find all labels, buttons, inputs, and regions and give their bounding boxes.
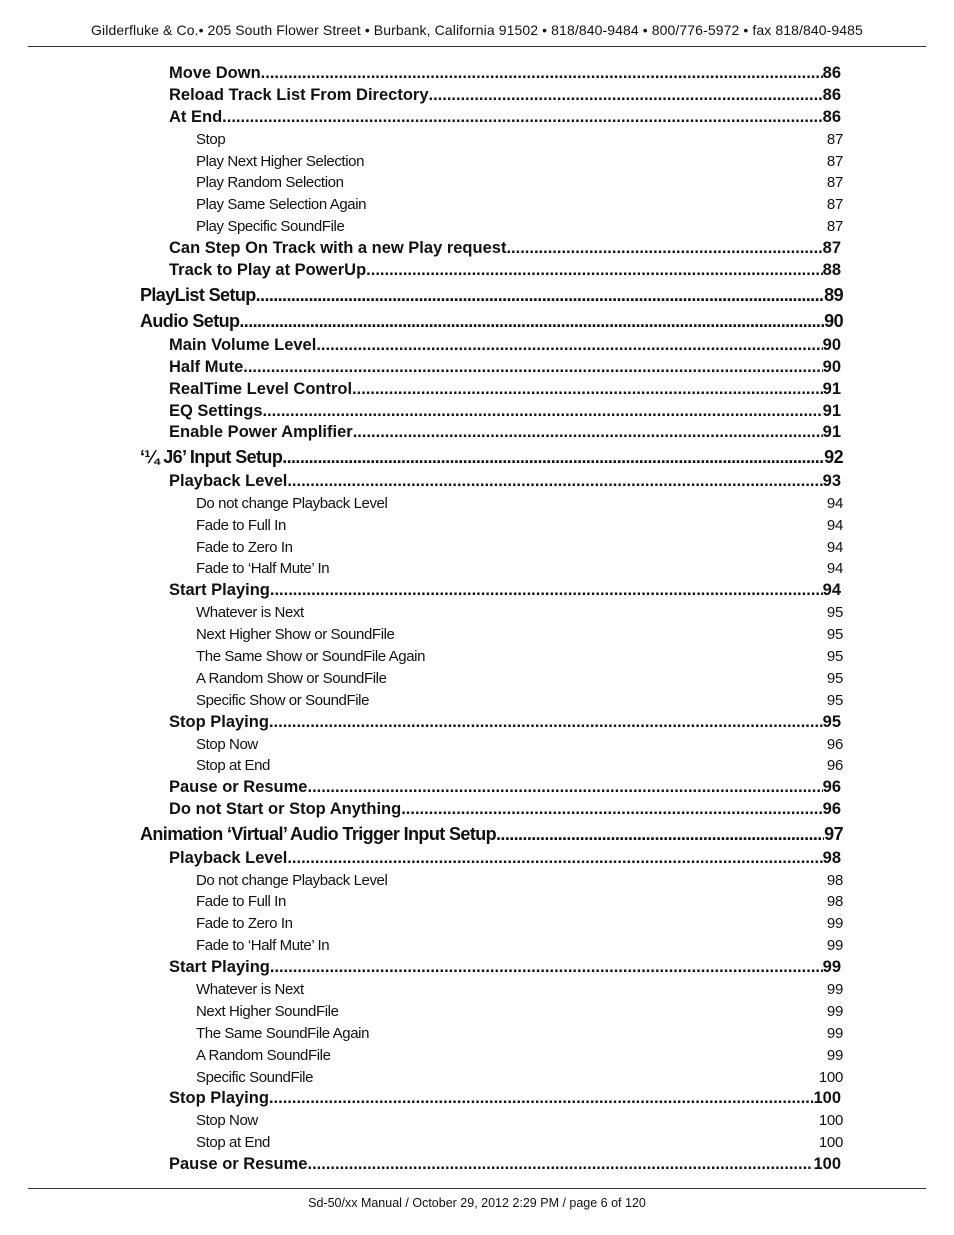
toc-entry-title: Half Mute bbox=[169, 357, 244, 376]
toc-entry-level-3[interactable] bbox=[196, 891, 843, 913]
toc-entry-title: Reload Track List From Directory bbox=[169, 85, 429, 104]
toc-entry-title: Fade to Full In bbox=[196, 516, 286, 534]
toc-entry-page-number: 87 bbox=[826, 196, 843, 214]
toc-dot-leader bbox=[269, 1088, 814, 1110]
toc-entry-title: Stop at End bbox=[196, 1134, 270, 1152]
toc-dot-leader bbox=[256, 282, 825, 309]
toc-dot-leader bbox=[282, 444, 824, 471]
toc-entry-title: Do not Start or Stop Anything bbox=[169, 800, 402, 819]
toc-entry-page-number: 95 bbox=[822, 712, 841, 731]
toc-entry-level-3[interactable] bbox=[196, 668, 843, 690]
toc-entry-page-number: 91 bbox=[822, 379, 841, 398]
toc-entry-page-number: 100 bbox=[813, 1155, 841, 1174]
toc-dot-leader bbox=[506, 238, 822, 260]
toc-entry-level-1[interactable] bbox=[140, 821, 843, 848]
toc-entry-title: Main Volume Level bbox=[169, 335, 317, 354]
toc-entry-level-3[interactable] bbox=[196, 515, 843, 537]
toc-entry-level-3[interactable] bbox=[196, 172, 843, 194]
footer-divider bbox=[28, 1188, 926, 1189]
toc-dot-leader bbox=[307, 777, 822, 799]
toc-entry-level-2[interactable] bbox=[169, 238, 841, 260]
toc-entry-level-2[interactable] bbox=[169, 848, 841, 870]
toc-entry-title: Stop Now bbox=[196, 1112, 258, 1130]
toc-entry-page-number: 98 bbox=[826, 893, 843, 911]
toc-entry-title: Enable Power Amplifier bbox=[169, 423, 353, 442]
toc-entry-level-3[interactable] bbox=[196, 913, 843, 935]
toc-entry-level-3[interactable] bbox=[196, 646, 843, 668]
toc-entry-level-2[interactable] bbox=[169, 712, 841, 734]
toc-dot-leader bbox=[496, 821, 824, 848]
toc-entry-page-number: 90 bbox=[822, 335, 841, 354]
toc-entry-page-number: 90 bbox=[822, 357, 841, 376]
toc-entry-level-3[interactable] bbox=[196, 870, 843, 892]
toc-entry-page-number: 100 bbox=[818, 1134, 843, 1152]
toc-entry-level-3[interactable] bbox=[196, 537, 843, 559]
toc-entry-page-number: 99 bbox=[826, 1024, 843, 1042]
toc-entry-title: EQ Settings bbox=[169, 401, 263, 420]
toc-entry-title: Move Down bbox=[169, 64, 261, 82]
toc-entry-level-2[interactable] bbox=[169, 777, 841, 799]
toc-entry-title: Fade to Zero In bbox=[196, 538, 293, 556]
toc-entry-page-number: 86 bbox=[822, 85, 841, 104]
toc-entry-title: Stop Playing bbox=[169, 1089, 269, 1108]
toc-entry-title: A Random SoundFile bbox=[196, 1046, 331, 1064]
toc-entry-page-number: 97 bbox=[824, 824, 843, 845]
toc-entry-page-number: 91 bbox=[822, 401, 841, 420]
toc-entry-level-2[interactable] bbox=[169, 63, 841, 85]
toc-entry-page-number: 99 bbox=[822, 958, 841, 977]
toc-entry-page-number: 98 bbox=[822, 848, 841, 867]
toc-entry-page-number: 100 bbox=[813, 1089, 841, 1108]
toc-entry-page-number: 93 bbox=[822, 471, 841, 490]
toc-entry-level-3[interactable] bbox=[196, 624, 843, 646]
toc-dot-leader bbox=[287, 848, 822, 870]
toc-entry-title: Stop Now bbox=[196, 735, 258, 753]
toc-entry-page-number: 95 bbox=[826, 626, 843, 644]
toc-entry-level-2[interactable] bbox=[169, 471, 841, 493]
page-footer: Sd-50/xx Manual / October 29, 2012 2:29 PM / page 6 of 120 bbox=[308, 1196, 646, 1210]
toc-dot-leader bbox=[263, 401, 823, 423]
toc-entry-title: Start Playing bbox=[169, 958, 270, 977]
toc-entry-page-number: 94 bbox=[822, 581, 841, 600]
page-header: Gilderfluke & Co.• 205 South Flower Street • Burbank, California 91502 • 818/840-9484 • 800/776-5972 • fax 818/840-9485 bbox=[91, 22, 863, 38]
toc-entry-page-number: 94 bbox=[826, 516, 843, 534]
toc-entry-level-2[interactable] bbox=[169, 422, 841, 444]
table-of-contents bbox=[0, 63, 954, 1176]
toc-entry-level-3[interactable] bbox=[196, 602, 843, 624]
toc-entry-level-1[interactable] bbox=[140, 308, 843, 335]
toc-entry-level-3[interactable] bbox=[196, 1023, 843, 1045]
toc-entry-page-number: 91 bbox=[822, 423, 841, 442]
toc-entry-title: The Same Show or SoundFile Again bbox=[196, 647, 426, 665]
toc-entry-level-3[interactable] bbox=[196, 558, 843, 580]
toc-entry-level-3[interactable] bbox=[196, 1045, 843, 1067]
toc-entry-level-2[interactable] bbox=[169, 357, 841, 379]
toc-entry-title: Pause or Resume bbox=[169, 1155, 308, 1174]
toc-entry-page-number: 99 bbox=[826, 937, 843, 955]
toc-entry-level-3[interactable] bbox=[196, 1110, 843, 1132]
toc-entry-page-number: 90 bbox=[824, 311, 843, 332]
toc-entry-page-number: 86 bbox=[822, 64, 841, 82]
toc-entry-page-number: 94 bbox=[826, 560, 843, 578]
toc-entry-level-2[interactable] bbox=[169, 1088, 841, 1110]
toc-entry-page-number: 99 bbox=[826, 1002, 843, 1020]
toc-entry-level-2[interactable] bbox=[169, 799, 841, 821]
toc-entry-level-2[interactable] bbox=[169, 335, 841, 357]
toc-entry-title: Play Same Selection Again bbox=[196, 196, 367, 214]
toc-dot-leader bbox=[429, 85, 823, 107]
toc-entry-title: Fade to Full In bbox=[196, 893, 286, 911]
toc-entry-level-3[interactable] bbox=[196, 151, 843, 173]
toc-entry-title: Play Specific SoundFile bbox=[196, 218, 345, 236]
toc-dot-leader bbox=[261, 63, 823, 85]
toc-entry-level-3[interactable] bbox=[196, 129, 843, 151]
toc-entry-page-number: 92 bbox=[824, 447, 843, 468]
toc-dot-leader bbox=[287, 471, 822, 493]
toc-entry-page-number: 87 bbox=[826, 130, 843, 148]
toc-entry-level-3[interactable] bbox=[196, 216, 843, 238]
toc-entry-title: Pause or Resume bbox=[169, 778, 308, 797]
toc-dot-leader bbox=[316, 335, 822, 357]
toc-entry-page-number: 98 bbox=[826, 871, 843, 889]
toc-entry-page-number: 95 bbox=[826, 647, 843, 665]
toc-entry-level-3[interactable] bbox=[196, 1001, 843, 1023]
toc-entry-level-2[interactable] bbox=[169, 1154, 841, 1176]
toc-entry-title: Next Higher Show or SoundFile bbox=[196, 626, 395, 644]
toc-entry-title: Playback Level bbox=[169, 848, 288, 867]
toc-entry-level-2[interactable] bbox=[169, 957, 841, 979]
toc-entry-title: Specific Show or SoundFile bbox=[196, 691, 370, 709]
toc-entry-title: Whatever is Next bbox=[196, 980, 304, 998]
toc-entry-level-3[interactable] bbox=[196, 690, 843, 712]
toc-entry-level-2[interactable] bbox=[169, 107, 841, 129]
toc-entry-level-2[interactable] bbox=[169, 580, 841, 602]
toc-entry-title: Fade to ‘Half Mute’ In bbox=[196, 937, 330, 955]
toc-entry-page-number: 95 bbox=[826, 691, 843, 709]
toc-entry-title: Do not change Playback Level bbox=[196, 494, 388, 512]
toc-entry-level-2[interactable] bbox=[169, 379, 841, 401]
toc-entry-level-3[interactable] bbox=[196, 1067, 843, 1089]
toc-entry-level-1[interactable] bbox=[140, 444, 843, 471]
toc-entry-title: Whatever is Next bbox=[196, 604, 304, 622]
toc-entry-page-number: 88 bbox=[822, 261, 841, 280]
toc-dot-leader bbox=[352, 379, 823, 401]
toc-dot-leader bbox=[401, 799, 822, 821]
toc-dot-leader bbox=[270, 957, 823, 979]
toc-entry-page-number: 89 bbox=[824, 284, 843, 305]
toc-entry-title: The Same SoundFile Again bbox=[196, 1024, 370, 1042]
toc-entry-title: RealTime Level Control bbox=[169, 379, 353, 398]
toc-dot-leader bbox=[270, 580, 823, 602]
toc-entry-title: Stop at End bbox=[196, 757, 270, 775]
toc-entry-title: Specific SoundFile bbox=[196, 1068, 314, 1086]
toc-entry-page-number: 94 bbox=[826, 494, 843, 512]
header-divider bbox=[28, 46, 926, 47]
toc-entry-title: A Random Show or SoundFile bbox=[196, 669, 387, 687]
toc-entry-level-3[interactable] bbox=[196, 734, 843, 756]
toc-entry-title: Stop bbox=[196, 130, 226, 148]
toc-entry-title: PlayList Setup bbox=[140, 284, 256, 305]
toc-entry-title: Animation ‘Virtual’ Audio Trigger Input Setup bbox=[140, 824, 497, 845]
toc-entry-page-number: 95 bbox=[826, 604, 843, 622]
toc-entry-title: Can Step On Track with a new Play request bbox=[169, 239, 507, 258]
toc-entry-page-number: 87 bbox=[826, 152, 843, 170]
toc-entry-title: Playback Level bbox=[169, 471, 288, 490]
toc-entry-title: ‘¼ J6’ Input Setup bbox=[140, 447, 283, 468]
toc-entry-page-number: 96 bbox=[826, 735, 843, 753]
toc-entry-level-3[interactable] bbox=[196, 194, 843, 216]
toc-entry-page-number: 99 bbox=[826, 915, 843, 933]
toc-entry-level-3[interactable] bbox=[196, 1132, 843, 1154]
toc-entry-page-number: 96 bbox=[822, 800, 841, 819]
toc-dot-leader bbox=[243, 357, 822, 379]
toc-entry-page-number: 87 bbox=[826, 218, 843, 236]
toc-dot-leader bbox=[366, 260, 822, 282]
toc-entry-title: Play Next Higher Selection bbox=[196, 152, 365, 170]
toc-entry-page-number: 94 bbox=[826, 538, 843, 556]
toc-entry-level-2[interactable] bbox=[169, 401, 841, 423]
toc-entry-page-number: 96 bbox=[826, 757, 843, 775]
toc-dot-leader bbox=[269, 712, 823, 734]
toc-entry-level-3[interactable] bbox=[196, 979, 843, 1001]
toc-entry-page-number: 100 bbox=[818, 1112, 843, 1130]
toc-dot-leader bbox=[239, 308, 824, 335]
toc-entry-title: Play Random Selection bbox=[196, 174, 344, 192]
toc-entry-level-1[interactable] bbox=[140, 282, 843, 309]
toc-dot-leader bbox=[353, 422, 823, 444]
toc-entry-page-number: 87 bbox=[826, 174, 843, 192]
toc-dot-leader bbox=[222, 107, 822, 129]
toc-entry-page-number: 100 bbox=[818, 1068, 843, 1086]
toc-entry-title: Stop Playing bbox=[169, 712, 269, 731]
toc-entry-title: Track to Play at PowerUp bbox=[169, 261, 367, 280]
toc-entry-page-number: 99 bbox=[826, 980, 843, 998]
toc-entry-title: Audio Setup bbox=[140, 311, 240, 332]
toc-entry-page-number: 96 bbox=[822, 778, 841, 797]
toc-entry-level-3[interactable] bbox=[196, 935, 843, 957]
toc-entry-title: Do not change Playback Level bbox=[196, 871, 388, 889]
toc-entry-level-2[interactable] bbox=[169, 85, 841, 107]
toc-entry-page-number: 86 bbox=[822, 107, 841, 126]
toc-entry-level-3[interactable] bbox=[196, 755, 843, 777]
toc-entry-page-number: 87 bbox=[822, 239, 841, 258]
toc-entry-title: Fade to ‘Half Mute’ In bbox=[196, 560, 330, 578]
toc-entry-page-number: 95 bbox=[826, 669, 843, 687]
toc-entry-title: Fade to Zero In bbox=[196, 915, 293, 933]
toc-entry-level-3[interactable] bbox=[196, 493, 843, 515]
toc-entry-title: Next Higher SoundFile bbox=[196, 1002, 339, 1020]
toc-entry-title: Start Playing bbox=[169, 581, 270, 600]
toc-entry-level-2[interactable] bbox=[169, 260, 841, 282]
toc-entry-page-number: 99 bbox=[826, 1046, 843, 1064]
toc-dot-leader bbox=[307, 1154, 813, 1176]
toc-entry-title: At End bbox=[169, 107, 223, 126]
